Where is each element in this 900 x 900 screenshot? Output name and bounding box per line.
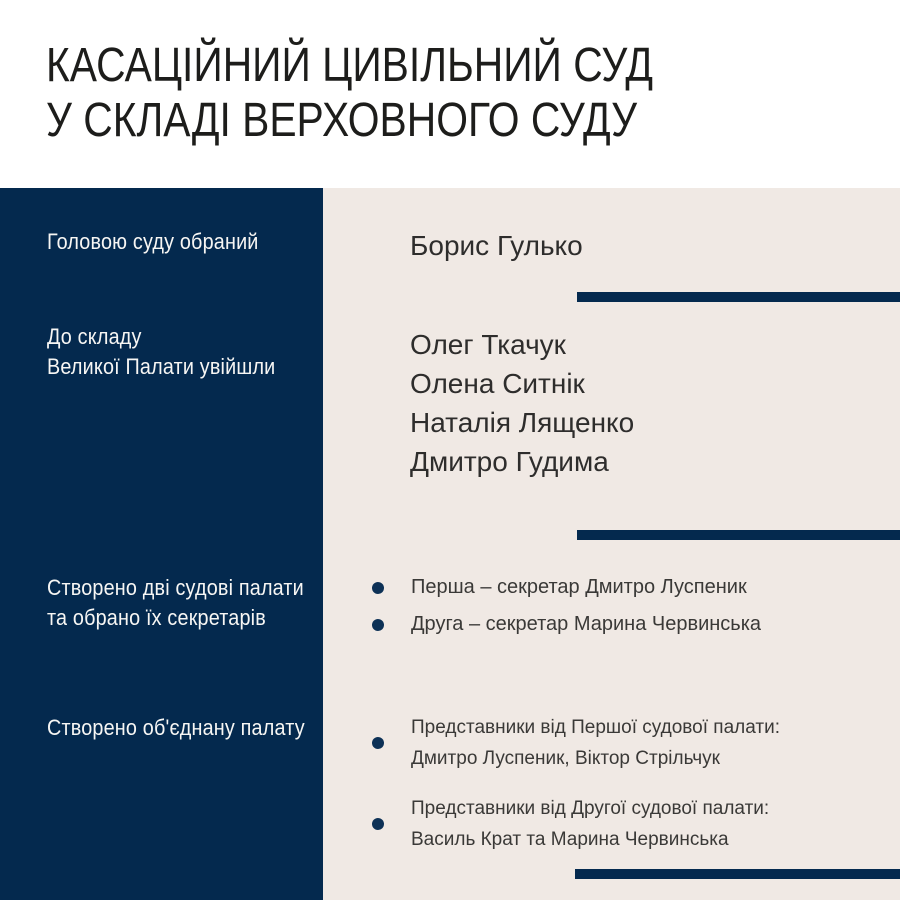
label-joint-chamber: Створено об'єднану палату bbox=[47, 715, 305, 740]
page-title-line-2: У СКЛАДІ ВЕРХОВНОГО СУДУ bbox=[46, 94, 638, 147]
divider-bar-2 bbox=[577, 530, 900, 540]
member-name: Олег Ткачук bbox=[410, 329, 566, 360]
joint-chamber-item bbox=[372, 712, 780, 774]
page-title bbox=[46, 38, 760, 148]
bullet-icon bbox=[372, 737, 384, 749]
member-name: Наталія Лященко bbox=[410, 407, 635, 438]
bullet-icon bbox=[372, 818, 384, 830]
member-name: Дмитро Гудима bbox=[410, 446, 609, 477]
bullet-icon bbox=[372, 582, 384, 594]
court-head-name: Борис Гулько bbox=[410, 230, 583, 261]
bullet-icon bbox=[372, 619, 384, 631]
grand-chamber-members bbox=[410, 325, 634, 481]
label-court-head: Головою суду обраний bbox=[47, 229, 259, 254]
label-grand-chamber: До складу Великої Палати увійшли bbox=[47, 324, 276, 379]
label-two-chambers: Створено дві судові палати та обрано їх секретарів bbox=[47, 575, 304, 630]
sidebar-navy-column bbox=[0, 188, 323, 900]
joint-chamber-item bbox=[372, 793, 769, 855]
page-title-line-1: КАСАЦІЙНИЙ ЦИВІЛЬНИЙ СУД bbox=[46, 39, 654, 92]
chamber-secretary-item bbox=[372, 609, 761, 640]
joint-chamber-text: Представники від Першої судової палати: Дмитро Луспеник, Віктор Стрільчук bbox=[411, 717, 780, 769]
divider-bar-1 bbox=[577, 292, 900, 302]
chamber-secretary-item bbox=[372, 572, 747, 603]
chamber-secretary-text: Друга – секретар Марина Червинська bbox=[411, 613, 762, 635]
bottom-accent-bar bbox=[575, 869, 900, 879]
chamber-secretary-text: Перша – секретар Дмитро Луспеник bbox=[411, 576, 747, 598]
joint-chamber-text: Представники від Другої судової палати: Василь Крат та Марина Червинська bbox=[411, 798, 770, 850]
member-name: Олена Ситнік bbox=[410, 368, 585, 399]
